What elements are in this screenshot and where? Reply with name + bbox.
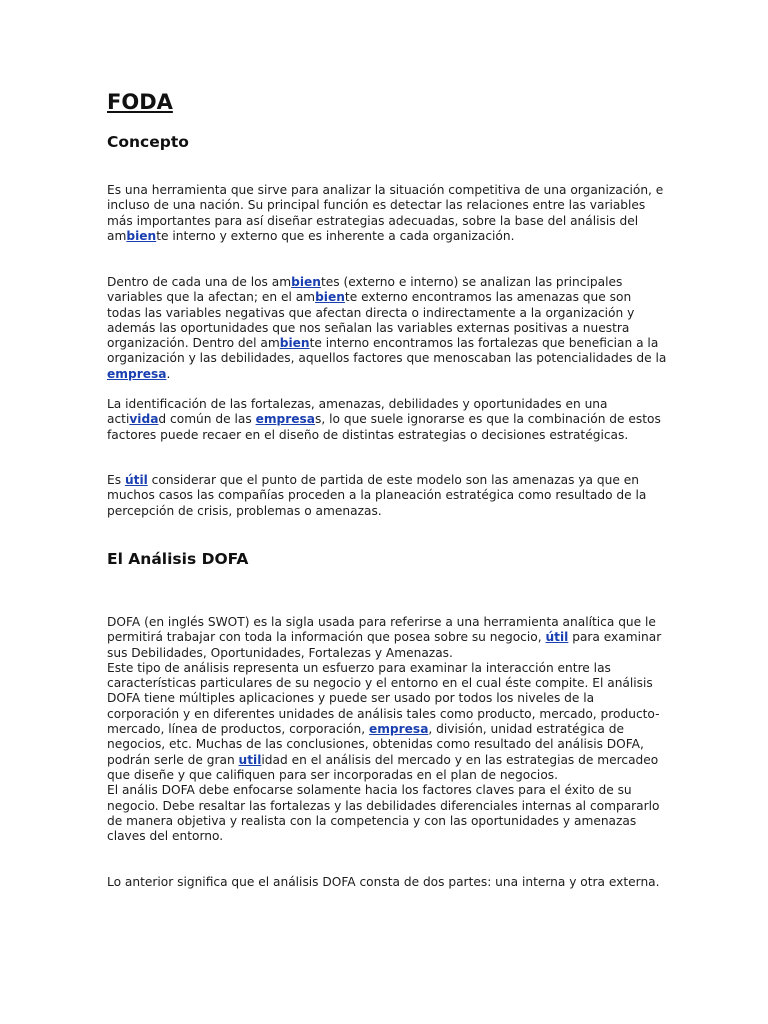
paragraph-concepto-2: Dentro de cada una de los ambientes (externo e interno) se analizan las principales variables que la afectan; en el ambiente externo encontramos las amenazas que son todas las variables negativas que afectan directa o indirectamente a la organización y además las oportunidades que nos señalan las variables externas positivas a nuestra organización. Dentro del ambiente interno encontramos las fortalezas que benefician a la organización y las debilidades, aquellos factores que menoscaban las potencialidades de la empresa. [107,275,667,381]
keyword-link[interactable]: util [238,752,262,767]
paragraph-concepto-3: La identificación de las fortalezas, amenazas, debilidades y oportunidades en una actividad común de las empresas, lo que suele ignorarse es que la combinación de estos factores puede recaer en el diseño de distintas estrategias o decisiones estratégicas. [107,397,661,442]
paragraph-concepto-1: Es una herramienta que sirve para analizar la situación competitiva de una organización, e incluso de una nación. Su principal función es detectar las relaciones entre las variables más importantes para así diseñar estrategias adecuadas, sobre la base del análisis del ambiente interno y externo que es inherente a cada organización. [107,183,664,243]
paragraph-concepto-4: Es útil considerar que el punto de partida de este modelo son las amenazas ya que en muchos casos las compañías proceden a la planeación estratégica como resultado de la percepción de crisis, problemas o amenazas. [107,473,647,518]
keyword-link[interactable]: útil [545,630,569,645]
keyword-link[interactable]: bien [315,290,345,305]
keyword-link[interactable]: bien [279,336,310,351]
heading-concepto: Concepto [107,133,189,151]
paragraph-dofa-1: DOFA (en inglés SWOT) es la sigla usada para referirse a una herramienta analítica que le permitirá trabajar con toda la información que posea sobre su negocio, útil para examinar sus Debilidades, Oportunidades, Fortalezas y Amenazas. Este tipo de análisis representa un esfuerzo para examinar la interacción entre las características particulares de su negocio y el entorno en el cual éste compite. El análisis DOFA tiene múltiples aplicaciones y puede ser usado por todos los niveles de la corporación y en diferentes unidades de análisis tales como producto, mercado, producto-mercado, línea de productos, corporación, empresa, división, unidad estratégica de negocios, etc. Muchas de las conclusiones, obtenidas como resultado del análisis DOFA, podrán serle de gran utilidad en el análisis del mercado y en las estrategias de mercadeo que diseñe y que califiquen para ser incorporadas en el plan de negocios. El anális DOFA debe enfocarse solamente hacia los factores claves para el éxito de su negocio. Debe resaltar las fortalezas y las debilidades diferenciales internas al compararlo de manera objetiva y realista con la competencia y con las oportunidades y amenazas claves del entorno. [107,615,662,844]
keyword-link[interactable]: bien [291,275,321,289]
keyword-link[interactable]: útil [124,473,148,487]
keyword-link[interactable]: empresa [255,412,316,427]
keyword-link[interactable]: empresa [107,366,167,381]
keyword-link[interactable]: vida [129,412,159,427]
paragraph-dofa-2: Lo anterior significa que el análisis DOFA consta de dos partes: una interna y otra externa. [107,875,660,889]
keyword-link[interactable]: empresa [368,722,429,737]
keyword-link[interactable]: bien [126,228,157,243]
heading-analisis-dofa: El Análisis DOFA [107,550,249,568]
document-title: FODA [107,90,173,114]
